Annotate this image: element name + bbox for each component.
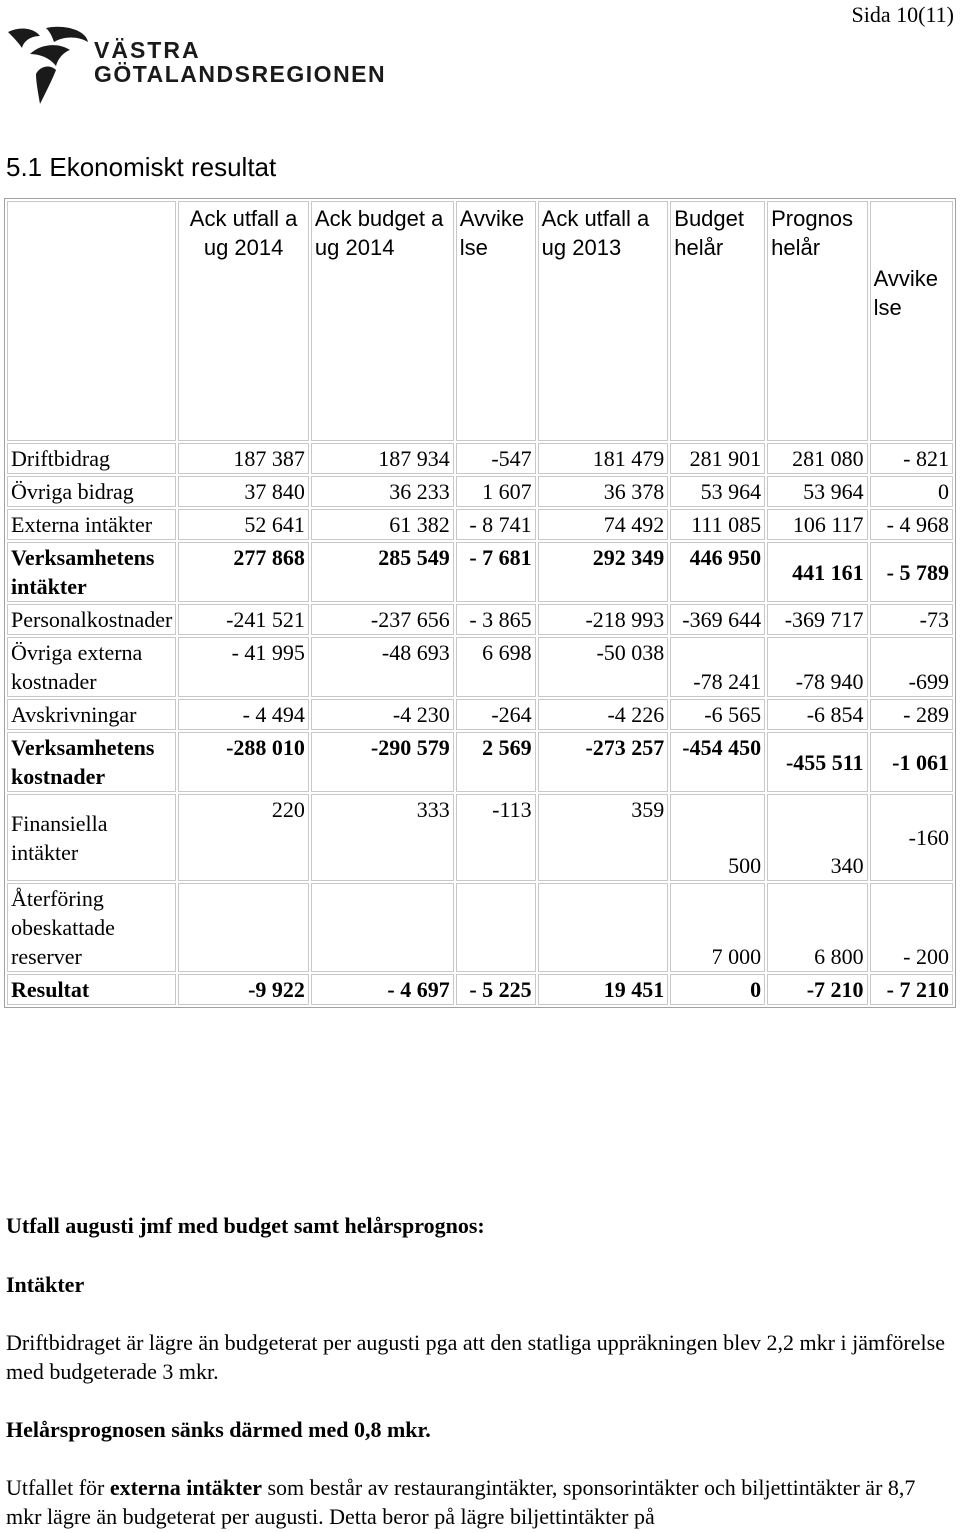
row-label: Personalkostnader xyxy=(7,604,176,635)
table-cell: -455 511 xyxy=(767,732,867,792)
table-cell: -9 922 xyxy=(178,974,309,1005)
table-cell: -699 xyxy=(870,637,953,697)
table-cell: 19 451 xyxy=(538,974,669,1005)
table-cell: -6 854 xyxy=(767,699,867,730)
paragraph-text-emphasis: externa intäkter xyxy=(109,1475,262,1500)
table-cell: -160 xyxy=(870,794,953,881)
table-row xyxy=(7,476,953,507)
table-cell: 359 xyxy=(538,794,669,881)
table-cell: -264 xyxy=(456,699,536,730)
column-header: Prognos helår xyxy=(767,201,867,441)
table-row xyxy=(7,443,953,474)
table-row xyxy=(7,699,953,730)
table-cell: -1 061 xyxy=(870,732,953,792)
table-cell: 53 964 xyxy=(670,476,765,507)
row-label: Avskrivningar xyxy=(7,699,176,730)
table-cell: 187 934 xyxy=(311,443,454,474)
financial-results-table xyxy=(4,198,956,1008)
table-cell: 277 868 xyxy=(178,542,309,602)
row-label: Verksamhetens intäkter xyxy=(7,542,176,602)
table-cell: -547 xyxy=(456,443,536,474)
table-row xyxy=(7,542,953,602)
row-label: Driftbidrag xyxy=(7,443,176,474)
table-cell: -218 993 xyxy=(538,604,669,635)
table-cell xyxy=(538,883,669,972)
table-cell xyxy=(456,883,536,972)
column-header: Budget helår xyxy=(670,201,765,441)
logo-wordmark xyxy=(94,38,386,86)
table-cell: -6 565 xyxy=(670,699,765,730)
row-label: Finansiella intäkter xyxy=(7,794,176,881)
table-cell: 52 641 xyxy=(178,509,309,540)
table-cell: 441 161 xyxy=(767,542,867,602)
table-cell: 61 382 xyxy=(311,509,454,540)
table-cell: -48 693 xyxy=(311,637,454,697)
table-header-row xyxy=(7,201,953,441)
column-header xyxy=(7,201,176,441)
table-cell: - 4 697 xyxy=(311,974,454,1005)
table-cell: 340 xyxy=(767,794,867,881)
table-cell: 111 085 xyxy=(670,509,765,540)
table-cell: 53 964 xyxy=(767,476,867,507)
paragraph-driftbidrag: Driftbidraget är lägre än budgeterat per augusti pga att den statliga uppräkningen blev 2,2 mkr i jämförelse med budgeterade 3 mkr. xyxy=(6,1330,945,1384)
table-cell: -241 521 xyxy=(178,604,309,635)
row-label: Återföring obeskattade reserver xyxy=(7,883,176,972)
table-row xyxy=(7,637,953,697)
table-cell: -237 656 xyxy=(311,604,454,635)
organization-logo xyxy=(6,24,386,106)
table-row xyxy=(7,794,953,881)
table-cell: -4 226 xyxy=(538,699,669,730)
table-cell: 292 349 xyxy=(538,542,669,602)
table-row xyxy=(7,732,953,792)
paragraph-helarsprognos: Helårsprognosen sänks därmed med 0,8 mkr. xyxy=(6,1417,431,1442)
table-cell: -273 257 xyxy=(538,732,669,792)
table-cell: -4 230 xyxy=(311,699,454,730)
table-cell: 2 569 xyxy=(456,732,536,792)
table-cell xyxy=(178,883,309,972)
table-cell: 36 378 xyxy=(538,476,669,507)
table-cell: 220 xyxy=(178,794,309,881)
paragraph-text-end: som består av restaurangintäkter, sponsorintäkter och biljettintäkter är 8,7 mkr lägre än budgeterat per augusti. Detta beror på lägre biljettintäkter på xyxy=(6,1475,916,1529)
column-header: Ack utfall a ug 2013 xyxy=(538,201,669,441)
paragraph-externa-intakter xyxy=(6,1473,956,1531)
table-cell: - 5 789 xyxy=(870,542,953,602)
table-cell: 187 387 xyxy=(178,443,309,474)
table-cell: 37 840 xyxy=(178,476,309,507)
table-cell xyxy=(311,883,454,972)
table-cell: - 3 865 xyxy=(456,604,536,635)
row-label: Externa intäkter xyxy=(7,509,176,540)
table-cell: 36 233 xyxy=(311,476,454,507)
table-cell: -50 038 xyxy=(538,637,669,697)
table-cell: -78 241 xyxy=(670,637,765,697)
table-cell: - 7 681 xyxy=(456,542,536,602)
row-label: Övriga externa kostnader xyxy=(7,637,176,697)
table-cell: - 8 741 xyxy=(456,509,536,540)
table-cell: -78 940 xyxy=(767,637,867,697)
section-title: 5.1 Ekonomiskt resultat xyxy=(6,152,277,182)
table-cell: 0 xyxy=(670,974,765,1005)
paragraph-text-start: Utfallet för xyxy=(6,1475,110,1500)
table-cell: -290 579 xyxy=(311,732,454,792)
table-cell: -113 xyxy=(456,794,536,881)
table-cell: - 4 494 xyxy=(178,699,309,730)
logo-mark-icon xyxy=(6,24,90,106)
logo-line-2: GÖTALANDSREGIONEN xyxy=(94,61,387,87)
page-number: Sida 10(11) xyxy=(851,2,954,27)
table-row-total xyxy=(7,974,953,1005)
table-cell: 6 698 xyxy=(456,637,536,697)
table-cell: -369 644 xyxy=(670,604,765,635)
table-row xyxy=(7,883,953,972)
column-header: Ack budget a ug 2014 xyxy=(311,201,454,441)
table-cell: -288 010 xyxy=(178,732,309,792)
subheading: Utfall augusti jmf med budget samt helårsprognos: xyxy=(6,1213,485,1238)
row-label: Resultat xyxy=(7,974,176,1005)
table-cell: 281 080 xyxy=(767,443,867,474)
table-cell: 7 000 xyxy=(670,883,765,972)
column-header: Avvike lse xyxy=(870,201,953,441)
table-cell: - 289 xyxy=(870,699,953,730)
table-cell: - 41 995 xyxy=(178,637,309,697)
table-cell: 106 117 xyxy=(767,509,867,540)
table-cell: 500 xyxy=(670,794,765,881)
table-row xyxy=(7,509,953,540)
table-cell: -454 450 xyxy=(670,732,765,792)
table-cell: 333 xyxy=(311,794,454,881)
table-cell: 6 800 xyxy=(767,883,867,972)
row-label: Övriga bidrag xyxy=(7,476,176,507)
table-cell: -7 210 xyxy=(767,974,867,1005)
table-cell: 446 950 xyxy=(670,542,765,602)
table-cell: - 7 210 xyxy=(870,974,953,1005)
intakter-heading: Intäkter xyxy=(6,1272,85,1297)
table-row xyxy=(7,604,953,635)
column-header: Avvike lse xyxy=(456,201,536,441)
logo-line-1: VÄSTRA xyxy=(94,37,201,63)
table-cell: - 4 968 xyxy=(870,509,953,540)
table-cell: 285 549 xyxy=(311,542,454,602)
table-cell: -369 717 xyxy=(767,604,867,635)
table-cell: 1 607 xyxy=(456,476,536,507)
row-label: Verksamhetens kostnader xyxy=(7,732,176,792)
table-cell: - 200 xyxy=(870,883,953,972)
table-cell: 0 xyxy=(870,476,953,507)
table-cell: -73 xyxy=(870,604,953,635)
table-cell: - 821 xyxy=(870,443,953,474)
column-header: Ack utfall a ug 2014 xyxy=(178,201,309,441)
table-cell: 281 901 xyxy=(670,443,765,474)
table-cell: - 5 225 xyxy=(456,974,536,1005)
table-cell: 181 479 xyxy=(538,443,669,474)
table-cell: 74 492 xyxy=(538,509,669,540)
